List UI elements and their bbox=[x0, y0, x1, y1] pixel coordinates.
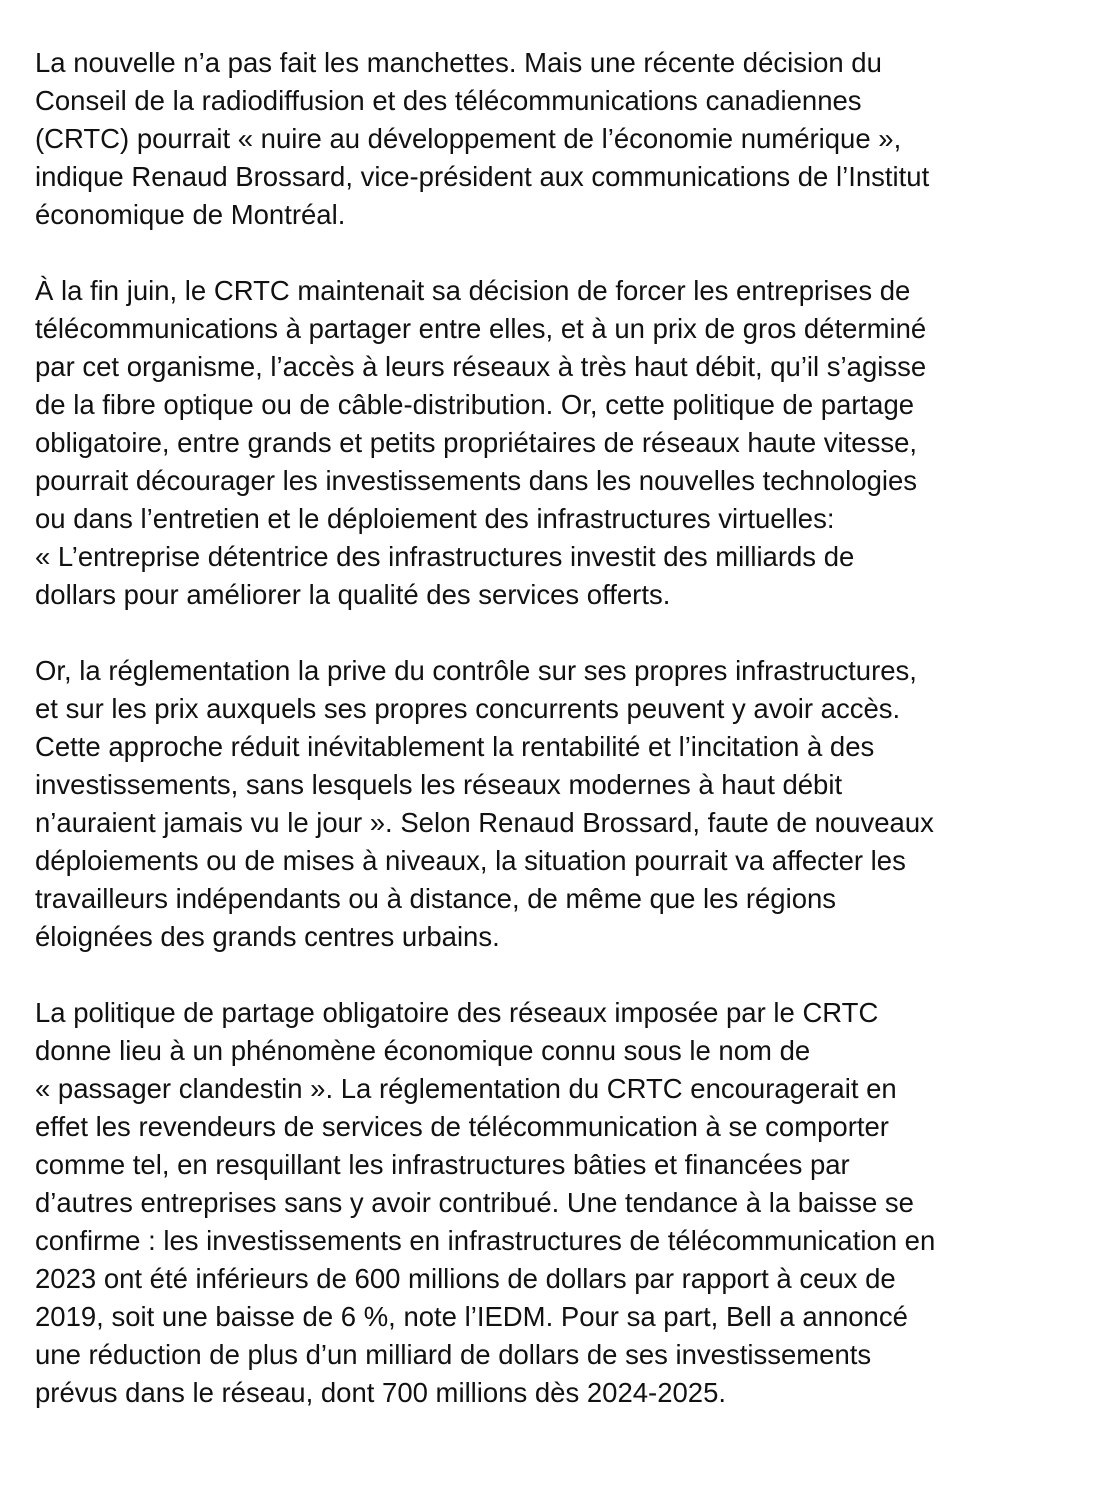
text-line: investissements, sans lesquels les réseaux modernes à haut débit bbox=[35, 769, 843, 800]
text-line: À la fin juin, le CRTC maintenait sa décision de forcer les entreprises de bbox=[35, 275, 911, 306]
text-line: indique Renaud Brossard, vice-président aux communications de l’Institut bbox=[35, 161, 930, 192]
text-line: « passager clandestin ». La réglementation du CRTC encouragerait en bbox=[35, 1073, 897, 1104]
paragraph-1 bbox=[35, 44, 1075, 234]
text-line: télécommunications à partager entre elles, et à un prix de gros déterminé bbox=[35, 313, 927, 344]
text-line: effet les revendeurs de services de télécommunication à se comporter bbox=[35, 1111, 889, 1142]
text-line: par cet organisme, l’accès à leurs réseaux à très haut débit, qu’il s’agisse bbox=[35, 351, 927, 382]
paragraph-2 bbox=[35, 272, 1075, 614]
text-line: déploiements ou de mises à niveaux, la situation pourrait va affecter les bbox=[35, 845, 906, 876]
text-line: dollars pour améliorer la qualité des services offerts. bbox=[35, 579, 671, 610]
text-line: Conseil de la radiodiffusion et des télécommunications canadiennes bbox=[35, 85, 862, 116]
text-line: 2023 ont été inférieurs de 600 millions de dollars par rapport à ceux de bbox=[35, 1263, 896, 1294]
text-line: (CRTC) pourrait « nuire au développement de l’économie numérique », bbox=[35, 123, 902, 154]
text-line: obligatoire, entre grands et petits propriétaires de réseaux haute vitesse, bbox=[35, 427, 918, 458]
text-line: « L’entreprise détentrice des infrastructures investit des milliards de bbox=[35, 541, 855, 572]
text-line: donne lieu à un phénomène économique connu sous le nom de bbox=[35, 1035, 811, 1066]
text-line: une réduction de plus d’un milliard de dollars de ses investissements bbox=[35, 1339, 872, 1370]
text-line: de la fibre optique ou de câble-distribution. Or, cette politique de partage bbox=[35, 389, 915, 420]
text-line: n’auraient jamais vu le jour ». Selon Renaud Brossard, faute de nouveaux bbox=[35, 807, 934, 838]
paragraph-4 bbox=[35, 994, 1075, 1412]
text-line: travailleurs indépendants ou à distance, de même que les régions bbox=[35, 883, 837, 914]
text-line: La nouvelle n’a pas fait les manchettes. Mais une récente décision du bbox=[35, 47, 882, 78]
text-line: pourrait décourager les investissements dans les nouvelles technologies bbox=[35, 465, 918, 496]
text-line: La politique de partage obligatoire des réseaux imposée par le CRTC bbox=[35, 997, 879, 1028]
article-body bbox=[35, 44, 1075, 1450]
text-line: 2019, soit une baisse de 6 %, note l’IEDM. Pour sa part, Bell a annoncé bbox=[35, 1301, 908, 1332]
text-line: Cette approche réduit inévitablement la rentabilité et l’incitation à des bbox=[35, 731, 875, 762]
text-line: confirme : les investissements en infrastructures de télécommunication en bbox=[35, 1225, 936, 1256]
text-line: comme tel, en resquillant les infrastructures bâties et financées par bbox=[35, 1149, 850, 1180]
text-line: éloignées des grands centres urbains. bbox=[35, 921, 500, 952]
text-line: économique de Montréal. bbox=[35, 199, 346, 230]
text-line: prévus dans le réseau, dont 700 millions dès 2024-2025. bbox=[35, 1377, 727, 1408]
text-line: Or, la réglementation la prive du contrôle sur ses propres infrastructures, bbox=[35, 655, 917, 686]
text-line: et sur les prix auxquels ses propres concurrents peuvent y avoir accès. bbox=[35, 693, 901, 724]
text-line: ou dans l’entretien et le déploiement des infrastructures virtuelles: bbox=[35, 503, 835, 534]
text-line: d’autres entreprises sans y avoir contribué. Une tendance à la baisse se bbox=[35, 1187, 914, 1218]
paragraph-3 bbox=[35, 652, 1075, 956]
